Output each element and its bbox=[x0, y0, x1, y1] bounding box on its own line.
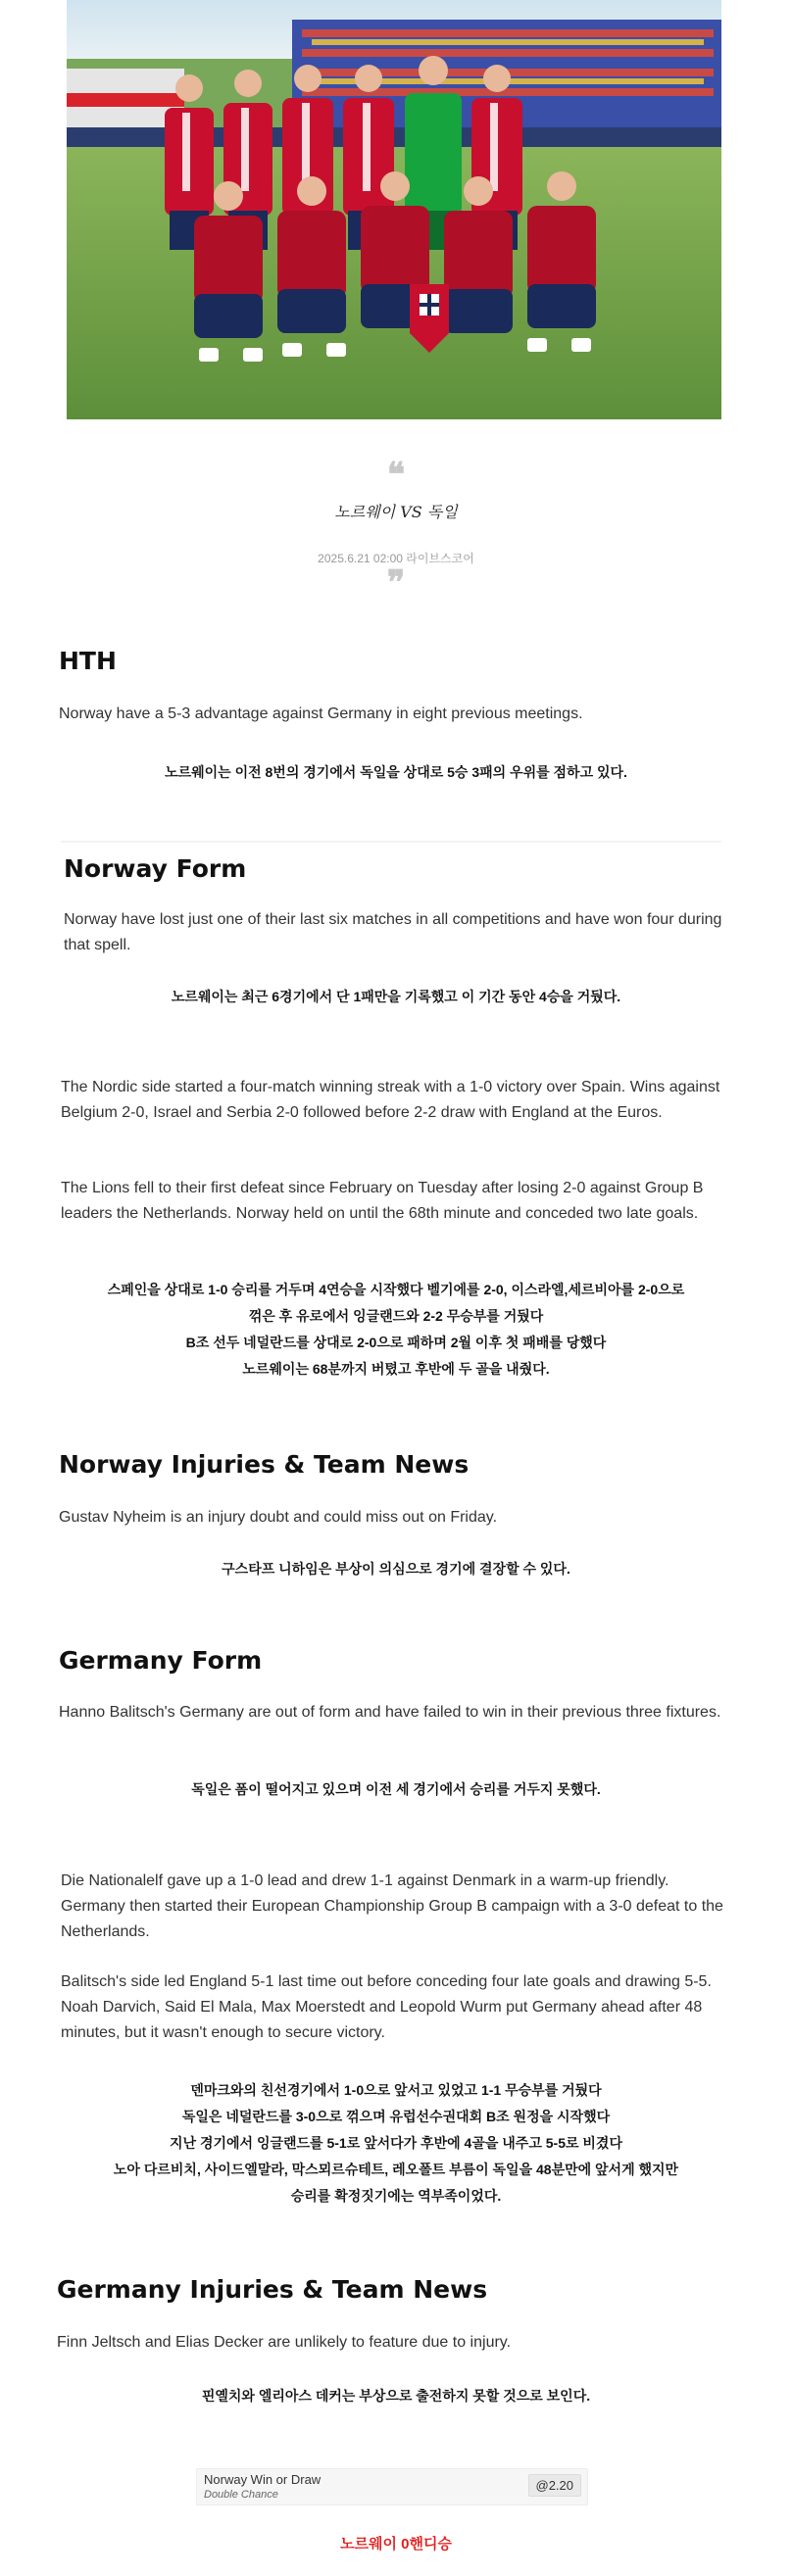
norway-form-defeat: The Lions fell to their first defeat since February on Tuesday after losing 2-0 against Group B leaders the Netherlands. Norway held on until the 68th minute and conceded two late goals. bbox=[61, 1180, 704, 1222]
hero-image bbox=[67, 0, 721, 419]
bet-odds-button[interactable]: @2.20 bbox=[528, 2474, 582, 2497]
ko-line: 지난 경기에서 잉글랜드를 5-1로 앞서다가 후반에 4골을 내주고 5-5로 비겼다 bbox=[170, 2135, 622, 2151]
norway-injuries-text: Gustav Nyheim is an injury doubt and could miss out on Friday. bbox=[59, 1509, 498, 1526]
norway-injuries-text-ko: 구스타프 니하임은 부상이 의심으로 경기에 결장할 수 있다. bbox=[222, 1561, 570, 1577]
close-quote-icon: ❞ bbox=[386, 563, 406, 603]
section-divider bbox=[61, 841, 721, 843]
match-quote-block bbox=[0, 456, 792, 603]
ko-line: 승리를 확정짓기에는 역부족이었다. bbox=[290, 2188, 502, 2204]
ko-line: 스페인을 상대로 1-0 승리를 거두며 4연승을 시작했다 벨기에를 2-0, 이스라엘,세르비아를 2-0으로 bbox=[107, 1282, 685, 1297]
norway-form-summary: Norway have lost just one of their last six matches in all competitions and have won four during that spell. bbox=[64, 911, 722, 953]
norway-form-summary-ko: 노르웨이는 최근 6경기에서 단 1패만을 기록했고 이 기간 동안 4승을 거뒀다. bbox=[171, 989, 621, 1004]
germany-form-summary: Hanno Balitsch's Germany are out of form and have failed to win in their previous three fixtures. bbox=[59, 1704, 721, 1721]
bet-market-type: Double Chance bbox=[204, 2489, 278, 2501]
ko-line: 노아 다르비치, 사이드엘말라, 막스뫼르슈테트, 레오폴트 부름이 독일을 48분만에 앞서게 했지만 bbox=[113, 2162, 679, 2177]
ko-line: 노르웨이는 68분까지 버텼고 후반에 두 골을 내줬다. bbox=[242, 1361, 550, 1377]
ko-line: 꺾은 후 유로에서 잉글랜드와 2-2 무승부를 거뒀다 bbox=[248, 1308, 544, 1324]
norway-form-details-ko bbox=[59, 1277, 733, 1383]
bet-selection[interactable] bbox=[196, 2468, 588, 2505]
norway-injuries-heading: Norway Injuries & Team News bbox=[59, 1450, 470, 1479]
germany-injuries-heading: Germany Injuries & Team News bbox=[57, 2275, 488, 2304]
prediction-pick: 노르웨이 0핸디승 bbox=[340, 2536, 452, 2552]
germany-form-summary-ko: 독일은 폼이 떨어지고 있으며 이전 세 경기에서 승리를 거두지 못했다. bbox=[191, 1781, 601, 1797]
team-photo bbox=[67, 0, 721, 419]
hth-text: Norway have a 5-3 advantage against Germany in eight previous meetings. bbox=[59, 705, 583, 722]
open-quote-icon: ❝ bbox=[386, 456, 406, 495]
norway-form-streak: The Nordic side started a four-match winning streak with a 1-0 victory over Spain. Wins against Belgium 2-0, Israel and Serbia 2-0 followed before 2-2 draw with England at the Euros. bbox=[61, 1079, 720, 1121]
bet-name: Norway Win or Draw bbox=[204, 2472, 322, 2487]
germany-form-details-ko bbox=[59, 2077, 733, 2210]
germany-form-friendly: Die Nationalelf gave up a 1-0 lead and drew 1-1 against Denmark in a warm-up friendly. Germany then started their European Championship Group B campaign with a 3-0 defeat to the Netherlands. bbox=[61, 1872, 723, 1940]
hth-heading: HTH bbox=[59, 647, 117, 675]
germany-injuries-text-ko: 핀옐치와 엘리아스 데커는 부상으로 출전하지 못할 것으로 보인다. bbox=[201, 2388, 591, 2404]
germany-form-england: Balitsch's side led England 5-1 last time out before conceding four late goals and drawing 5-5. Noah Darvich, Said El Mala, Max Moerstedt and Leopold Wurm put Germany ahead after 48 minutes, but it wasn't enough to secure victory. bbox=[61, 1973, 712, 2041]
ko-line: B조 선두 네덜란드를 상대로 2-0으로 패하며 2월 이후 첫 패배를 당했다 bbox=[185, 1335, 607, 1350]
match-date: 2025.6.21 02:00 라이브스코어 bbox=[318, 552, 474, 565]
ko-line: 독일은 네덜란드를 3-0으로 꺾으며 유럽선수권대회 B조 원정을 시작했다 bbox=[181, 2109, 611, 2124]
germany-injuries-text: Finn Jeltsch and Elias Decker are unlikely to feature due to injury. bbox=[57, 2334, 512, 2351]
hth-text-ko: 노르웨이는 이전 8번의 경기에서 독일을 상대로 5승 3패의 우위를 점하고 있다. bbox=[165, 764, 627, 780]
germany-form-heading: Germany Form bbox=[59, 1646, 263, 1675]
ko-line: 덴마크와의 친선경기에서 1-0으로 앞서고 있었고 1-1 무승부를 거뒀다 bbox=[190, 2082, 602, 2098]
match-title: 노르웨이 VS 독일 bbox=[334, 503, 458, 521]
norway-form-heading: Norway Form bbox=[64, 854, 247, 883]
